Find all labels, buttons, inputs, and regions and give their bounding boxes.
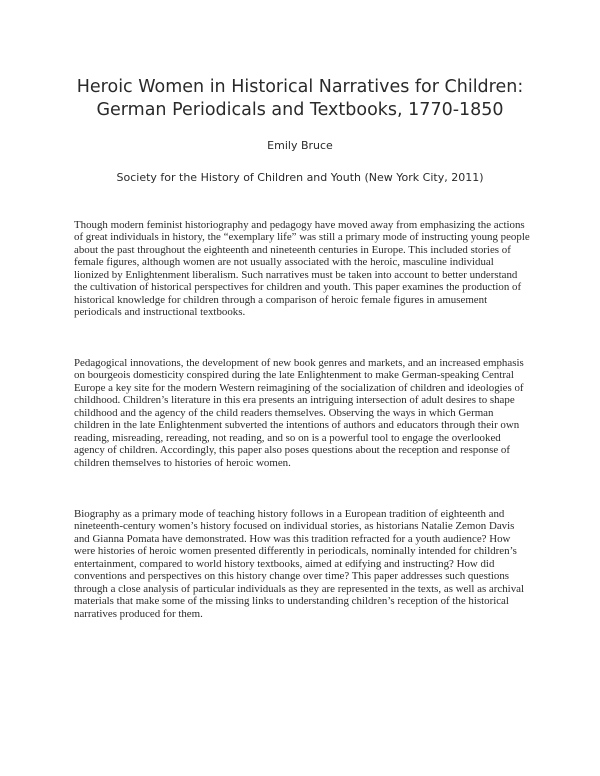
- abstract-paragraph-2: Pedagogical innovations, the development of new book genres and markets, and an increased emphasis on bourgeois domesticity conspired during the late Enlightenment to make German-speaking Central Europe a key site for the modern Western reimagining of the socialization of children and ideologies of childhood. Children’s literature in this era presents an intriguing intersection of adult desires to shape childhood and the agency of the child readers themselves. Observing the ways in which German children in the late Enlightenment subverted the intentions of authors and educators through their own reading, misreading, rereading, not reading, and so on is a powerful tool to engage the overlooked agency of children. Accordingly, this paper also poses questions about the reception and response of children themselves to histories of heroic women.: [74, 357, 524, 469]
- abstract-paragraph-1: Though modern feminist historiography and pedagogy have moved away from emphasizing the actions of great individuals in history, the “exemplary life” was still a primary mode of instructing young people about the past throughout the eighteenth and nineteenth centuries in Europe. This included stories of female figures, although women are not usually associated with the heroic, masculine individual lionized by Enlightenment liberalism. Such narratives must be taken into account to better understand the cultivation of historical perspectives for children and youth. This paper examines the production of historical knowledge for children through a comparison of heroic female figures in amusement periodicals and instructional textbooks.: [74, 219, 530, 319]
- abstract-paragraph-3: Biography as a primary mode of teaching history follows in a European tradition of eighteenth and nineteenth-century women’s history focused on individual stories, as historians Natalie Zemon Davis and Gianna Pomata have demonstrated. How was this tradition refracted for a youth audience? How were histories of heroic women presented differently in periodicals, nominally intended for children’s entertainment, compared to world history textbooks, aimed at edifying and instructing? How did conventions and perspectives on this history change over time? This paper addresses such questions through a close analysis of particular individuals as they are represented in the texts, as well as archival materials that make some of the missing links to understanding children’s reception of the historical narratives produced for them.: [74, 508, 524, 620]
- conference-venue: Society for the History of Children and Youth (New York City, 2011): [116, 171, 484, 184]
- document-title: [40, 76, 560, 122]
- author-name: Emily Bruce: [267, 139, 333, 152]
- document-title-line-2: German Periodicals and Textbooks, 1770-1850: [96, 100, 504, 120]
- document-title-line-1: Heroic Women in Historical Narratives for Children:: [76, 77, 524, 97]
